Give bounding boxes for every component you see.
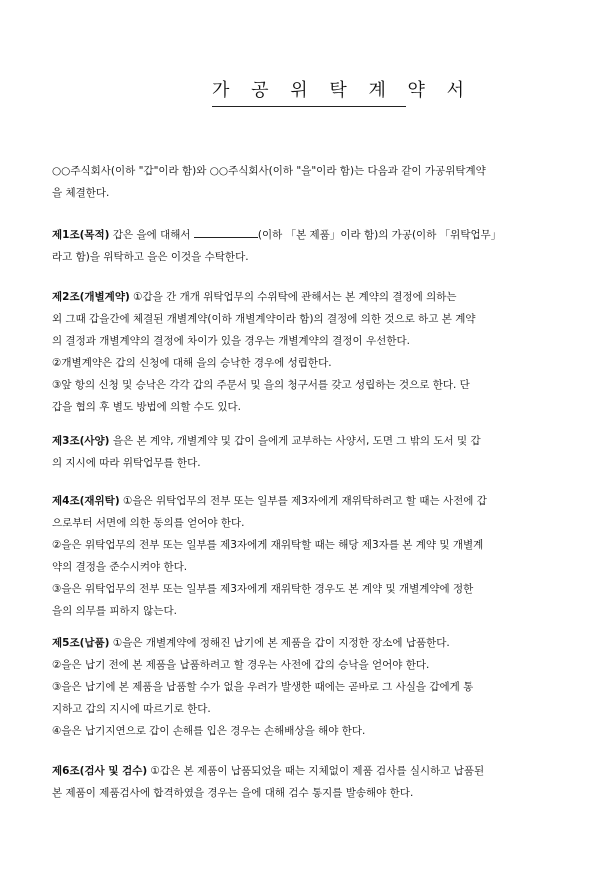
article-4-heading: 제4조(재위탁) <box>52 495 120 507</box>
article-1-text: 갑은 을에 대해서 <box>109 229 194 241</box>
article-5-heading: 제5조(납품) <box>52 637 110 649</box>
article-5-line <box>52 632 566 654</box>
article-6-text: ①갑은 본 제품이 납품되었을 때는 지체없이 제품 검사를 실시하고 납품된 <box>147 765 485 777</box>
article-5-line: 지하고 갑의 지시에 따르기로 한다. <box>52 703 211 715</box>
article-2-text: ①갑을 간 개개 위탁업무의 수위탁에 관해서는 본 계약의 결정에 의하는 <box>129 291 457 303</box>
intro-line: ○○주식회사(이하 "갑"이라 함)와 ○○주식회사(이하 "을"이라 함)는 다음과 같이 가공위탁계약 <box>52 165 486 177</box>
article-5-line: ④을은 납기지연으로 갑이 손해를 입은 경우는 손해배상을 해야 한다. <box>52 725 366 737</box>
document-title: 가 공 위 탁 계 약 서 <box>212 76 406 107</box>
article-5-line: ②을은 납기 전에 본 제품을 납품하려고 할 경우는 사전에 갑의 승낙을 얻어야 한다. <box>52 659 430 671</box>
article-4-text: ①을은 위탁업무의 전부 또는 일부를 제3자에게 재위탁하려고 할 때는 사전에 갑 <box>119 495 487 507</box>
article-2-line: ③앞 항의 신청 및 승낙은 각각 갑의 주문서 및 을의 청구서를 갖고 성립하는 것으로 한다. 단 <box>52 379 470 391</box>
article-2-heading: 제2조(개별계약) <box>52 291 130 303</box>
article-6-line <box>52 760 566 782</box>
article-1-text: (이하 「본 제품」이라 함)의 가공(이하 「위탁업무」 <box>257 229 502 241</box>
article-3-line <box>52 430 566 452</box>
article-1-heading: 제1조(목적) <box>52 229 110 241</box>
article-2-line: 의 결정과 개별계약의 결정에 차이가 있을 경우는 개별계약의 결정이 우선한다. <box>52 335 410 347</box>
blank-underline <box>194 227 258 238</box>
article-2-line: 갑을 협의 후 별도 방법에 의할 수도 있다. <box>52 401 241 413</box>
intro-line: 을 체결한다. <box>52 187 110 199</box>
article-3-text: 을은 본 계약, 개별계약 및 갑이 을에게 교부하는 사양서, 도면 그 밖의 도서 및 갑 <box>109 435 481 447</box>
article-2-line <box>52 286 566 308</box>
article-1 <box>52 224 566 268</box>
article-4-line <box>52 490 566 512</box>
article-4-line: 으로부터 서면에 의한 동의를 얻어야 한다. <box>52 517 245 529</box>
article-5 <box>52 632 566 742</box>
article-4-line: ②을은 위탁업무의 전부 또는 일부를 제3자에게 재위탁할 때는 해당 제3자를 본 계약 및 개별계 <box>52 539 484 551</box>
intro-paragraph <box>52 160 566 204</box>
article-4-line: ③을은 위탁업무의 전부 또는 일부를 제3자에게 재위탁한 경우도 본 계약 및 개별계약에 정한 <box>52 583 474 595</box>
article-3-heading: 제3조(사양) <box>52 435 110 447</box>
article-5-line: ③을은 납기에 본 제품을 납품할 수가 없을 우려가 발생한 때에는 곧바로 그 사실을 갑에게 통 <box>52 681 474 693</box>
article-6-line: 본 제품이 제품검사에 합격하였을 경우는 을에 대해 검수 통지를 발송해야 한다. <box>52 787 414 799</box>
article-5-text: ①을은 개별계약에 정해진 납기에 본 제품을 갑이 지정한 장소에 납품한다. <box>109 637 450 649</box>
article-2-line: 외 그때 갑을간에 체결된 개별계약(이하 개별계약이라 함)의 결정에 의한 것으로 하고 본 계약 <box>52 313 476 325</box>
article-1-line <box>52 224 566 246</box>
article-4 <box>52 490 566 622</box>
article-6-heading: 제6조(검사 및 검수) <box>52 765 148 777</box>
article-2 <box>52 286 566 418</box>
article-2-line: ②개별계약은 갑의 신청에 대해 을의 승낙한 경우에 성립한다. <box>52 357 332 369</box>
article-4-line: 약의 결정을 준수시켜야 한다. <box>52 561 188 573</box>
article-4-line: 을의 의무를 피하지 않는다. <box>52 605 177 617</box>
article-3 <box>52 430 566 474</box>
article-6 <box>52 760 566 804</box>
article-1-line: 라고 함)을 위탁하고 을은 이것을 수탁한다. <box>52 251 249 263</box>
article-3-line: 의 지시에 따라 위탁업무를 한다. <box>52 457 201 469</box>
